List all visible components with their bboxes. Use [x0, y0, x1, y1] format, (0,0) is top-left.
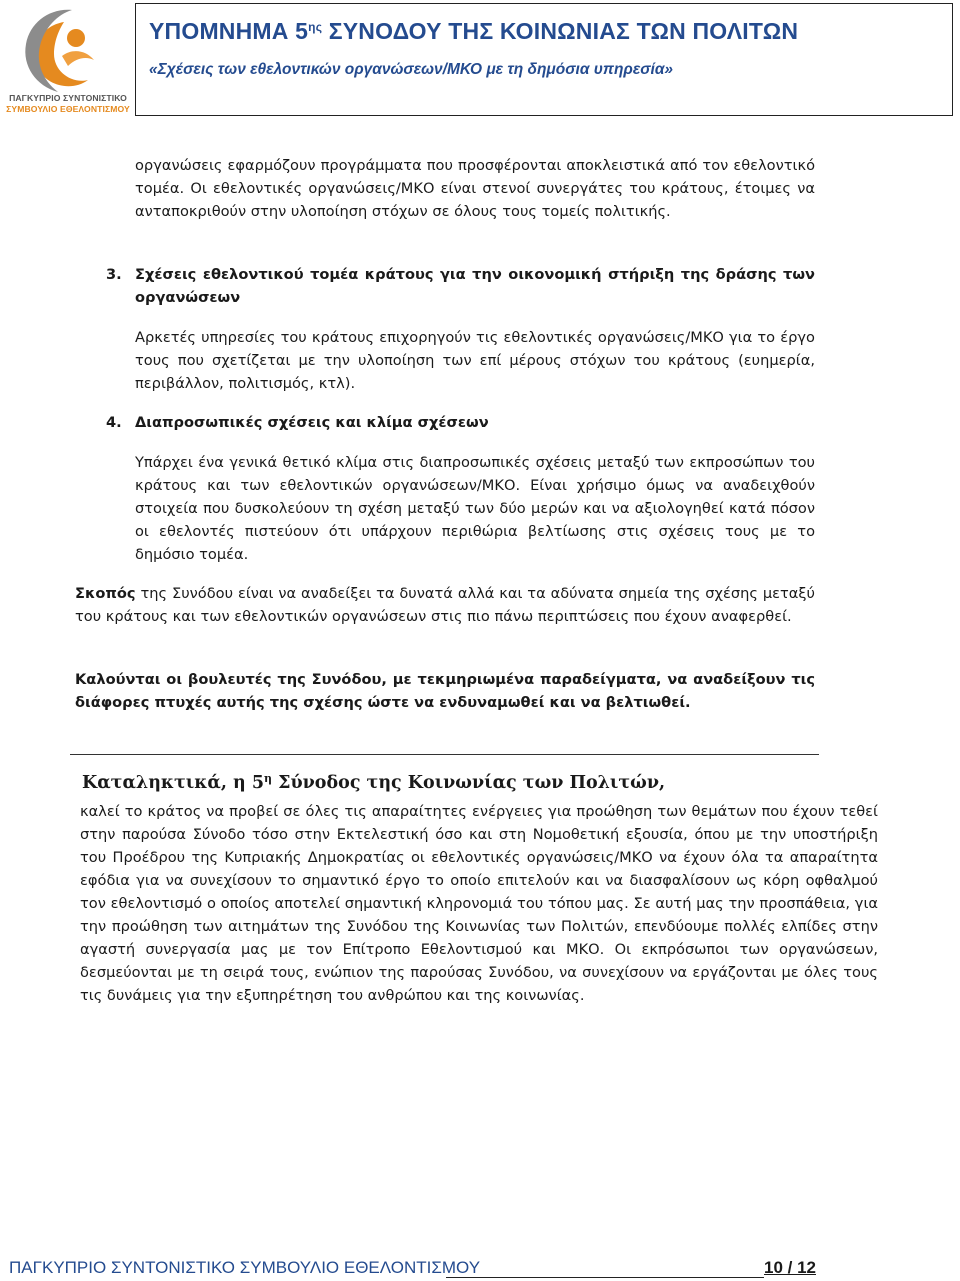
footer-rule	[446, 1277, 764, 1278]
page-number: 10 / 12	[764, 1258, 816, 1277]
logo-mark-icon	[2, 6, 134, 94]
header-title-rest: ΣΥΝΟΔΟΥ ΤΗΣ ΚΟΙΝΩΝΙΑΣ ΤΩΝ ΠΟΛΙΤΩΝ	[322, 18, 799, 44]
section-4-title: Διαπροσωπικές σχέσεις και κλίμα σχέσεων	[135, 414, 489, 431]
footer-organization: ΠΑΓΚΥΠΡΙΟ ΣΥΝΤΟΝΙΣΤΙΚΟ ΣΥΜΒΟΥΛΙΟ ΕΘΕΛΟΝΤΙΣΜΟΥ	[9, 1258, 481, 1277]
purpose-paragraph	[75, 582, 815, 628]
logo-text-line1: ΠΑΓΚΥΠΡΙΟ ΣΥΝΤΟΝΙΣΤΙΚΟ	[9, 93, 127, 103]
conclusion-title-superscript: η	[264, 772, 273, 785]
section-3-text: Αρκετές υπηρεσίες του κράτους επιχορηγούν τις εθελοντικές οργανώσεις/ΜΚΟ για το έργο τους που σχετίζεται με την υλοποίηση των επί μέρους στόχων του κράτους (ευημερία, περιβάλλον, πολιτισμός, κτλ).	[135, 329, 815, 392]
organization-logo	[2, 6, 130, 114]
logo-text-line2: ΣΥΜΒΟΥΛΙΟ ΕΘΕΛΟΝΤΙΣΜΟΥ	[6, 104, 130, 114]
section-3-number: 3.	[106, 266, 122, 283]
header-title	[149, 18, 798, 45]
call-to-action: Καλούνται οι βουλευτές της Συνόδου, με τεκμηριωμένα παραδείγματα, να αναδείξουν τις διάφορες πτυχές αυτής της σχέσης ώστε να ενδυναμωθεί και να βελτιωθεί.	[75, 671, 815, 711]
conclusion-title-main: Καταληκτικά, η 5	[82, 773, 265, 793]
header-title-main: ΥΠΟΜΝΗΜΑ 5	[149, 18, 309, 44]
section-4-text: Υπάρχει ένα γενικά θετικό κλίμα στις διαπροσωπικές σχέσεις μεταξύ των εκπροσώπων του κράτους και των εθελοντικών οργανώσεων/ΜΚΟ. Είναι χρήσιμο όμως να αναδειχθούν στοιχεία που δυσκολεύουν τη σχέση μεταξύ των δύο μερών και να αξιολογηθεί κατά πόσον οι εθελοντές πιστεύουν ότι υπάρχουν περιθώρια βελτίωσης στις σχέσεις τους με το δημόσιο τομέα.	[135, 454, 815, 563]
header-box	[135, 3, 953, 116]
header-subtitle: «Σχέσεις των εθελοντικών οργανώσεων/ΜΚΟ με τη δημόσια υπηρεσία»	[149, 61, 674, 78]
section-4-number: 4.	[106, 414, 122, 431]
header-title-superscript: ης	[308, 20, 323, 34]
section-divider	[70, 754, 819, 755]
intro-paragraph: οργανώσεις εφαρμόζουν προγράμματα που προσφέρονται αποκλειστικά από τον εθελοντικό τομέα. Οι εθελοντικές οργανώσεις/ΜΚΟ είναι στενοί συνεργάτες του κράτους, έτοιμες να ανταποκριθούν στην υλοποίηση στόχων σε όλους τους τομείς πολιτικής.	[135, 157, 815, 220]
conclusion-title	[82, 773, 665, 793]
conclusion-text: καλεί το κράτος να προβεί σε όλες τις απαραίτητες ενέργειες για προώθηση των θεμάτων που έχουν τεθεί στην παρούσα Σύνοδο τόσο στην Εκτελεστική όσο και στη Νομοθετική εξουσία, όπου με την υποστήριξη του Προέδρου της Κυπριακής Δημοκρατίας οι εθελοντικές οργανώσεις/ΜΚΟ να έχουν όλα τα απαραίτητα εφόδια για να συνεχίσουν το σημαντικό έργο το οποίο επιτελούν και να διασφαλίσουν ως κόρη οφθαλμού τον εθελοντισμό ο οποίος αποτελεί σημαντική κληρονομιά του τόπου μας. Σε αυτή μας την προσπάθεια, για την προώθηση των αιτημάτων της Συνόδου της Κοινωνίας των Πολιτών, επενδύουμε πολλές ελπίδες στην αγαστή συνεργασία μας με τον Επίτροπο Εθελοντισμού και ΜΚΟ. Οι εκπρόσωποι των οργανώσεων, δεσμεύονται με τη σειρά τους, ενώπιον της παρούσας Συνόδου, να συνεχίσουν να εργάζονται με όλες τους τις δυνάμεις για την εξυπηρέτηση του ανθρώπου και της κοινωνίας.	[80, 803, 878, 1004]
conclusion-title-rest: Σύνοδος της Κοινωνίας των Πολιτών,	[272, 773, 666, 793]
purpose-label: Σκοπός	[75, 585, 136, 602]
purpose-text: της Συνόδου είναι να αναδείξει τα δυνατά αλλά και τα αδύνατα σημεία της σχέσης μεταξύ του κράτους και των εθελοντικών οργανώσεων στις πιο πάνω περιπτώσεις που έχουν αναφερθεί.	[75, 585, 815, 625]
section-3-title: Σχέσεις εθελοντικού τομέα κράτους για την οικονομική στήριξη της δράσης των οργανώσεων	[135, 266, 815, 306]
